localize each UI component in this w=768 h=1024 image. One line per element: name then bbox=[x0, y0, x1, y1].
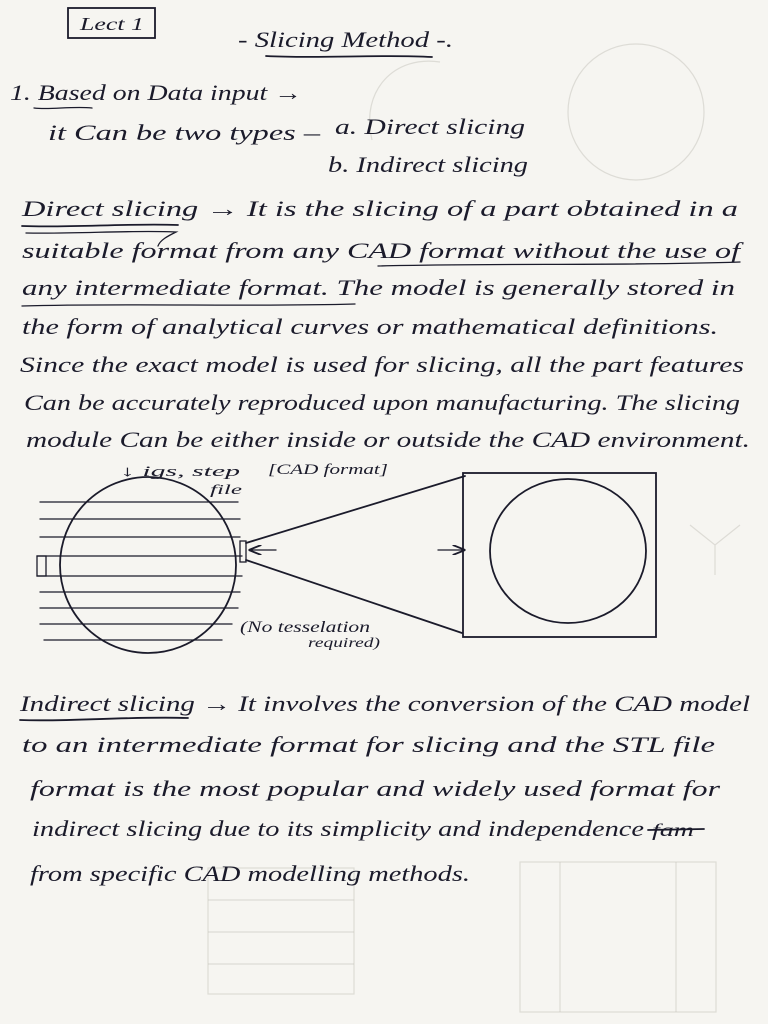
slice-edge-marker bbox=[240, 541, 246, 562]
indirect-slicing-term-underline bbox=[20, 718, 188, 721]
cad-model-sphere bbox=[60, 477, 236, 653]
type-a-direct: a. Direct slicing bbox=[335, 114, 525, 139]
direct-slicing-diagram bbox=[37, 462, 656, 653]
direct-slicing-line: Since the exact model is used for slicing, all the part features bbox=[20, 352, 744, 377]
highlighted-slice-end bbox=[37, 556, 46, 576]
indirect-slicing-line: from specific CAD modelling methods. bbox=[30, 861, 470, 886]
indirect-slicing-line: indirect slicing due to its simplicity and independence bbox=[32, 816, 645, 841]
intermediate-format-underline bbox=[22, 304, 355, 306]
direct-slicing-line: suitable format from any CAD format without the use of bbox=[22, 238, 745, 263]
slice-view-frame bbox=[463, 473, 656, 637]
types-intro: it Can be two types – bbox=[48, 120, 322, 145]
page-title: - Slicing Method -. bbox=[238, 27, 453, 52]
data-input-section bbox=[10, 80, 528, 177]
slice-lines bbox=[37, 502, 242, 640]
direct-slicing-paragraph bbox=[20, 196, 750, 452]
header bbox=[68, 8, 453, 57]
slice-cross-section bbox=[490, 479, 646, 623]
indirect-slicing-paragraph bbox=[19, 691, 750, 886]
lecture-label: Lect 1 bbox=[78, 14, 144, 34]
direct-slicing-term-underline bbox=[22, 225, 178, 227]
projection-line-top bbox=[246, 476, 465, 543]
heading-underline bbox=[34, 107, 92, 108]
direct-slicing-line: Can be accurately reproduced upon manufacturing. The slicing bbox=[24, 390, 740, 415]
section-heading: 1. Based on Data input → bbox=[10, 80, 302, 105]
direct-slicing-line: any intermediate format. The model is generally stored in bbox=[22, 275, 735, 300]
file-word-label: file bbox=[210, 483, 242, 498]
bleed-table-right bbox=[520, 862, 716, 1012]
bleed-table-left bbox=[208, 868, 354, 994]
direct-slicing-line: Direct slicing → It is the slicing of a part obtained in a bbox=[20, 196, 739, 221]
struck-word: fam bbox=[652, 820, 695, 840]
bleed-scribble-right bbox=[690, 525, 740, 575]
indirect-slicing-line: format is the most popular and widely used format for bbox=[30, 776, 721, 801]
bleed-circle-right bbox=[568, 44, 704, 180]
title-underline bbox=[266, 56, 432, 57]
strike-through bbox=[648, 829, 704, 830]
indirect-slicing-line: to an intermediate format for slicing and the STL file bbox=[22, 732, 716, 757]
indirect-slicing-line: Indirect slicing → It involves the conversion of the CAD model bbox=[18, 691, 750, 716]
tesselation-note: required) bbox=[308, 636, 381, 651]
direct-slicing-line: module Can be either inside or outside the CAD environment. bbox=[26, 427, 750, 452]
direct-slicing-line: the form of analytical curves or mathematical definitions. bbox=[22, 314, 718, 339]
tesselation-note: (No tesselation bbox=[240, 619, 370, 636]
file-type-label: ↓ igs, step bbox=[120, 464, 241, 480]
cad-format-label: [CAD format] bbox=[268, 462, 389, 478]
type-b-indirect: b. Indirect slicing bbox=[328, 152, 528, 177]
